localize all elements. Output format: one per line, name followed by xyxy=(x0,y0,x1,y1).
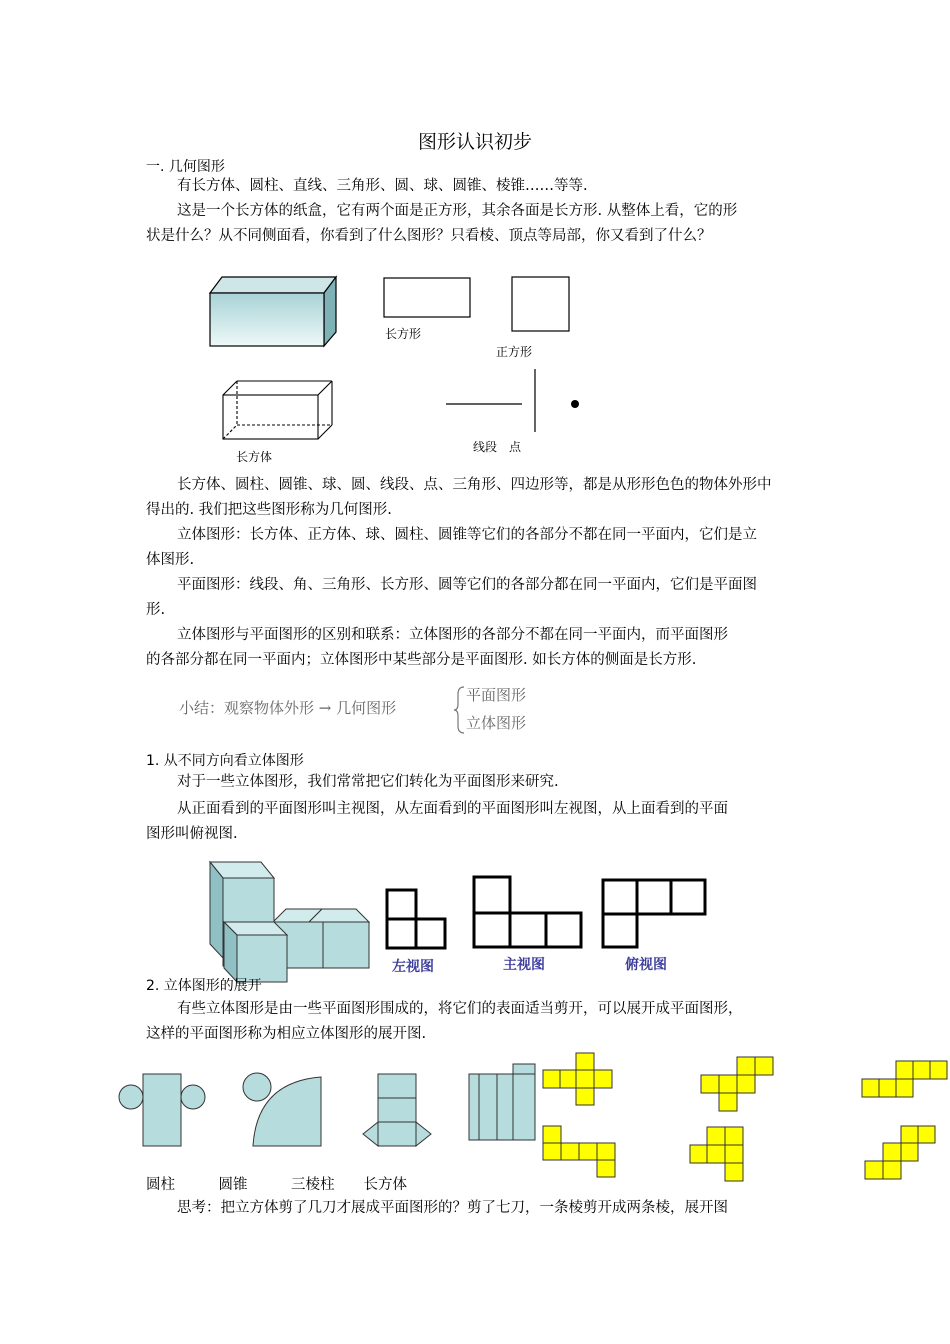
paragraph-text: 图形叫俯视图. xyxy=(146,826,238,842)
label-segment-point: 线段 点 xyxy=(473,440,522,454)
label-rectangle: 长方形 xyxy=(385,327,422,341)
cube-net-4 xyxy=(690,1127,743,1181)
summary-solid: 立体图形 xyxy=(466,714,527,732)
section-heading-views: 1. 从不同方向看立体图形 xyxy=(146,753,304,769)
cube-nets xyxy=(543,1053,947,1181)
label-square: 正方形 xyxy=(496,345,533,359)
paragraph-text: 平面图形：线段、角、三角形、长方形、圆等它们的各部分都在同一平面内，它们是平面图 xyxy=(177,577,757,593)
summary-lead: 小结：观察物体外形 → 几何图形 xyxy=(179,699,397,717)
section-heading-nets: 2. 立体图形的展开 xyxy=(146,978,262,994)
triangular-prism-net xyxy=(363,1074,431,1146)
cuboid-net xyxy=(469,1064,535,1140)
net-labels: 圆柱 圆锥 三棱柱 长方体 xyxy=(146,1177,407,1193)
paragraph-text: 长方体、圆柱、圆锥、球、圆、线段、点、三角形、四边形等，都是从形形色色的物体外形中 xyxy=(177,477,772,493)
paragraph-text: 对于一些立体图形，我们常常把它们转化为平面图形来研究. xyxy=(177,774,559,790)
summary-plane: 平面图形 xyxy=(466,686,527,704)
paragraph-text: 这样的平面图形称为相应立体图形的展开图. xyxy=(146,1026,427,1042)
paragraph-text: 从正面看到的平面图形叫主视图，从左面看到的平面图形叫左视图，从上面看到的平面 xyxy=(177,801,728,817)
paragraph-text: 状是什么？从不同侧面看，你看到了什么图形？只看棱、顶点等局部，你又看到了什么？ xyxy=(146,228,712,244)
cube-net-2 xyxy=(543,1126,615,1177)
page-title: 图形认识初步 xyxy=(417,131,532,153)
paragraph-text: 体图形. xyxy=(146,552,195,568)
paragraph-text: 思考：把立方体剪了几刀才展成平面图形的？剪了七刀，一条棱剪开成两条棱，展开图 xyxy=(177,1200,728,1216)
paragraph-text: 立体图形与平面图形的区别和联系：立体图形的各部分不都在同一平面内，而平面图形 xyxy=(177,627,728,643)
label-top-view: 俯视图 xyxy=(625,957,667,973)
paragraph-text: 的各部分都在同一平面内；立体图形中某些部分是平面图形. 如长方体的侧面是长方形. xyxy=(146,652,697,668)
paragraph-text: 立体图形：长方体、正方体、球、圆柱、圆锥等它们的各部分不都在同一平面内，它们是立 xyxy=(177,527,757,543)
paragraph-think xyxy=(146,1196,814,1221)
paragraph-text: 形. xyxy=(146,602,166,618)
paragraph-text: 得出的. 我们把这些图形称为几何图形. xyxy=(146,502,392,518)
paragraph-text: 有长方体、圆柱、直线、三角形、圆、球、圆锥、棱锥……等等. xyxy=(177,178,588,194)
section-heading-geometry: 一. 几何图形 xyxy=(146,159,225,175)
paragraph-text: 有些立体图形是由一些平面图形围成的，将它们的表面适当剪开，可以展开成平面图形， xyxy=(177,1001,743,1017)
cylinder-net xyxy=(119,1074,205,1146)
cube-net-1 xyxy=(543,1053,612,1105)
cone-net xyxy=(243,1073,321,1146)
paragraph-text: 这是一个长方体的纸盒，它有两个面是正方形，其余各面是长方形. 从整体上看，它的形 xyxy=(177,203,738,219)
cube-net-5 xyxy=(862,1061,947,1097)
label-front-view: 主视图 xyxy=(503,957,545,973)
cube-net-3 xyxy=(701,1057,773,1111)
label-left-view: 左视图 xyxy=(392,959,434,975)
label-cuboid: 长方体 xyxy=(236,450,273,464)
cube-net-6 xyxy=(865,1126,935,1179)
